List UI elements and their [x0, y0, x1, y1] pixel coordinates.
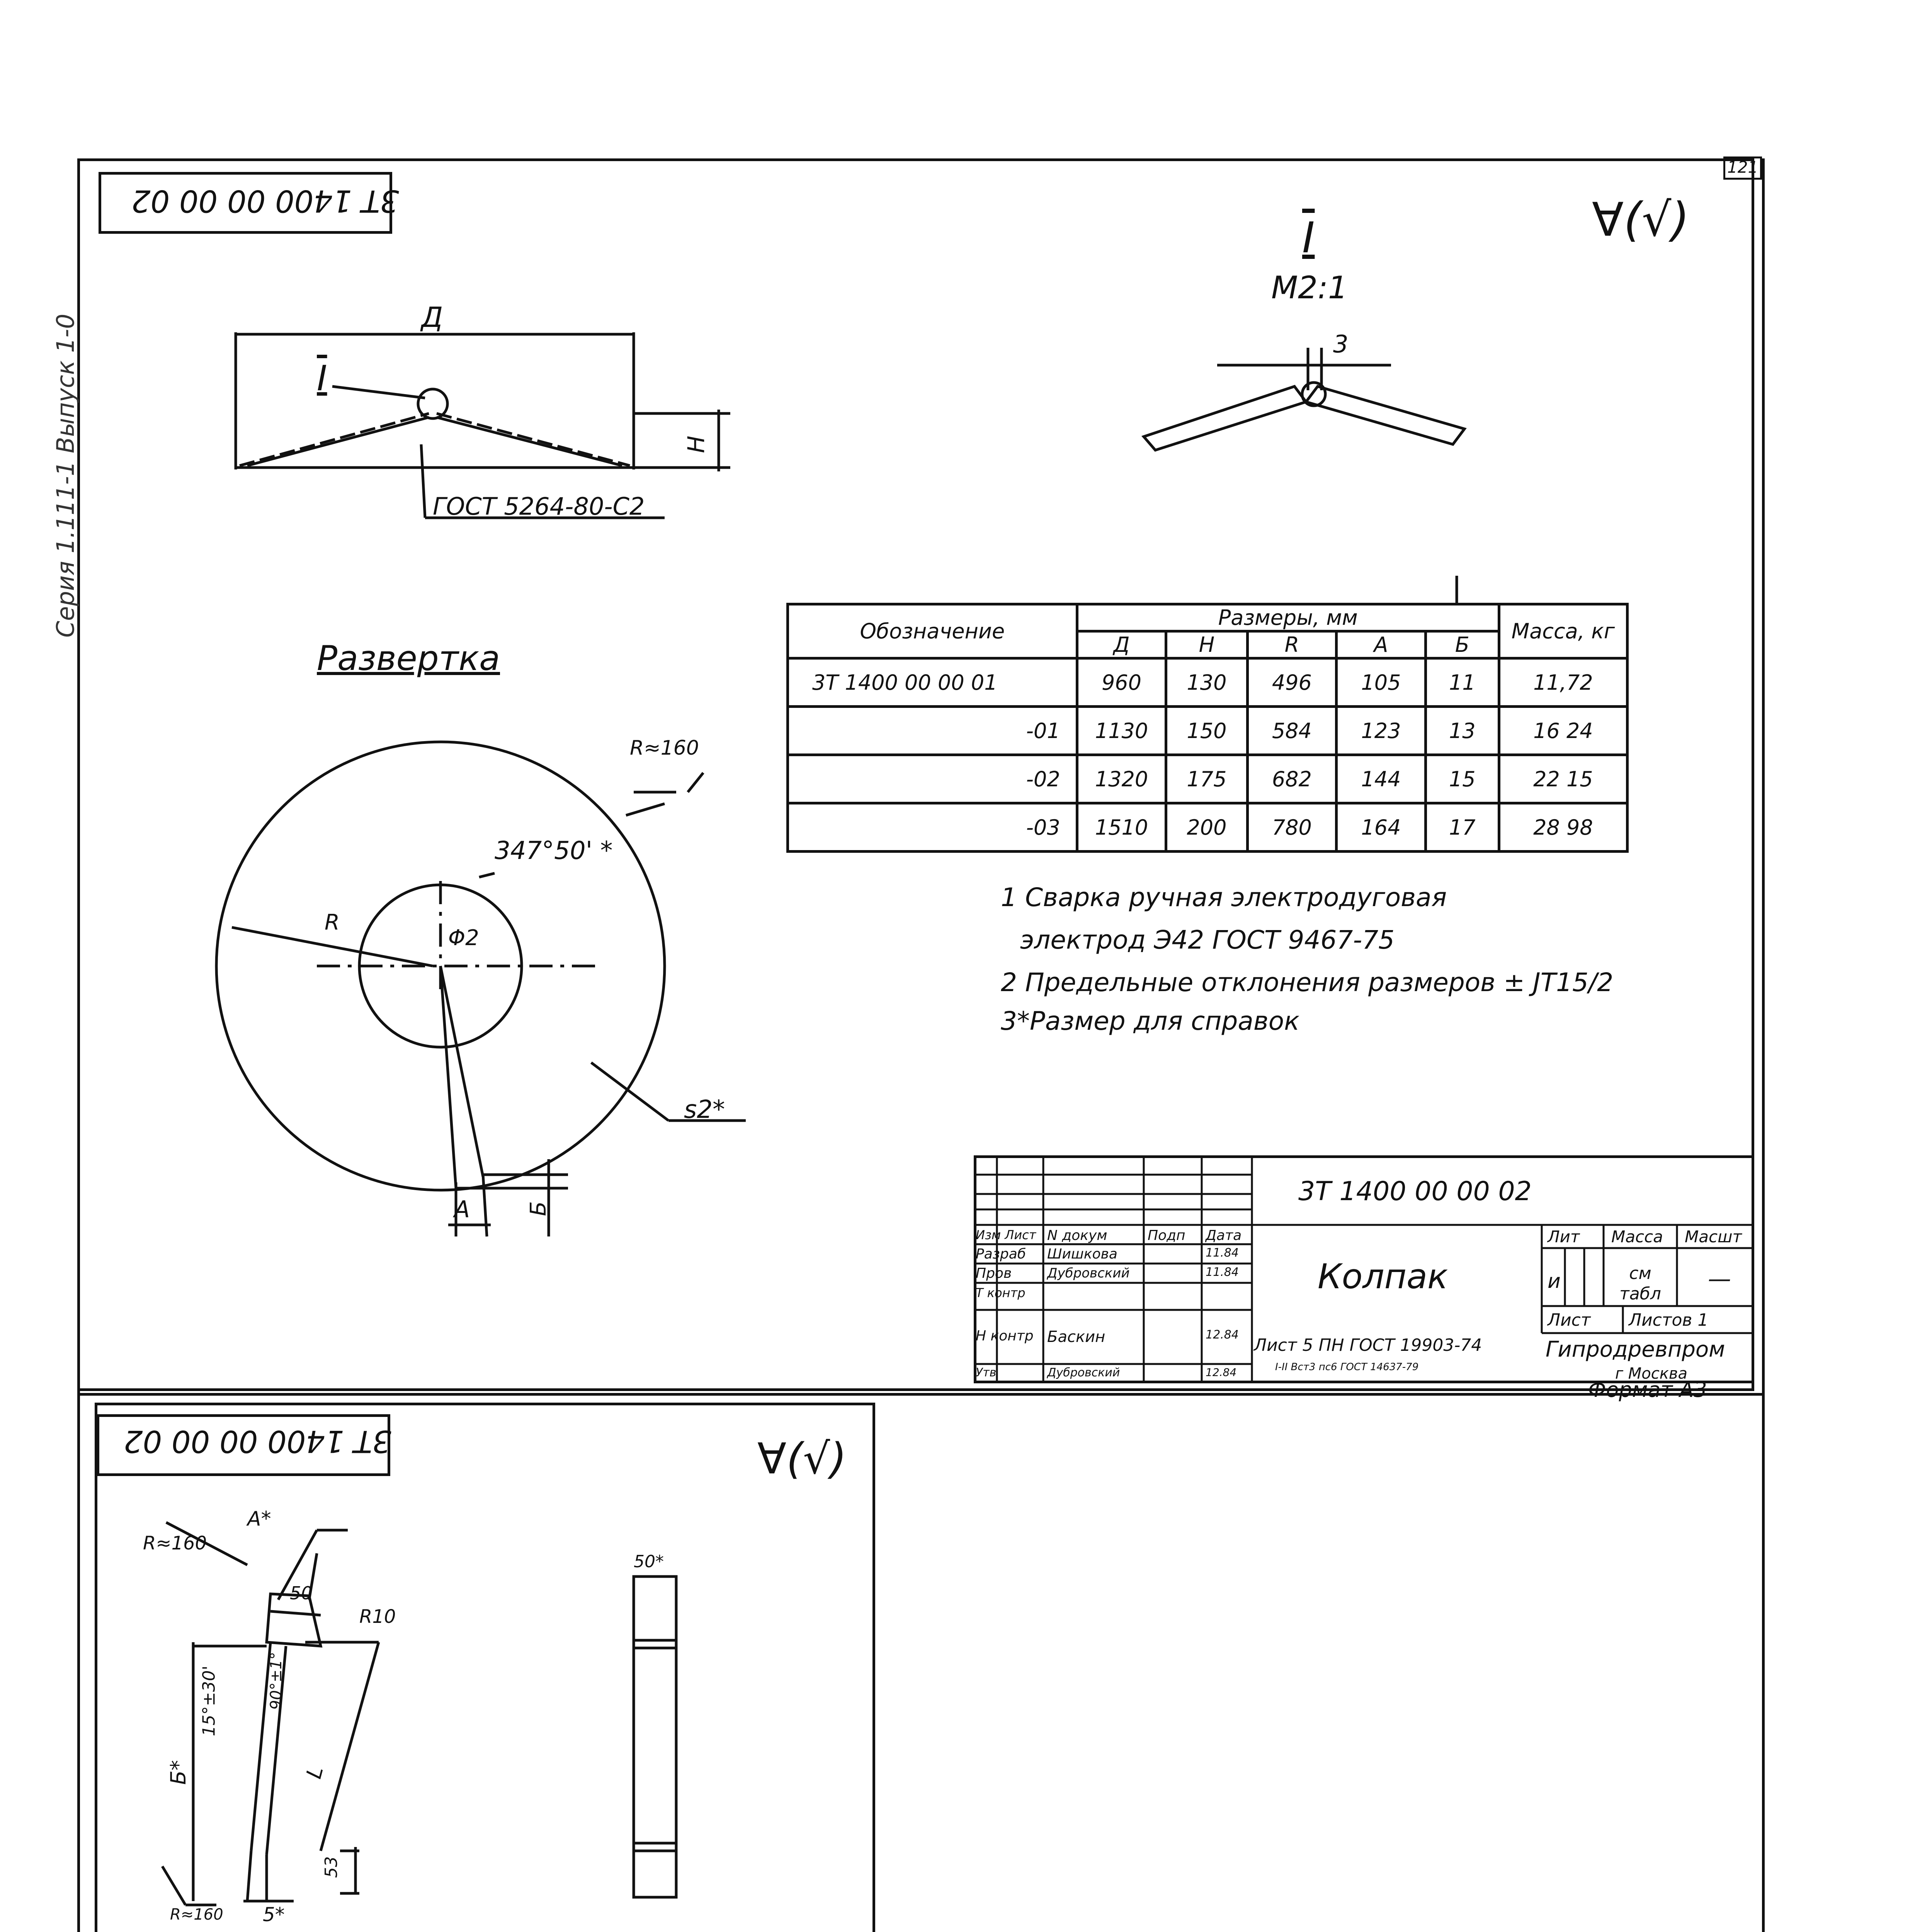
- cell-value: 200: [1166, 803, 1247, 852]
- table-row: [788, 707, 1628, 755]
- sheet2-r10: R10: [359, 1606, 396, 1628]
- page-number-top: 121: [1727, 158, 1759, 177]
- sheet2-r160-bottom: R≈160: [170, 1906, 223, 1923]
- sheet1-tb-name-2: Дубровский: [1047, 1265, 1130, 1281]
- sheet2-dim-50: 50: [290, 1583, 313, 1604]
- th-R: R: [1247, 631, 1337, 658]
- sheet1-tb-scale-h: Масшт: [1685, 1227, 1742, 1246]
- cell-mass: 22 15: [1499, 755, 1627, 803]
- cell-value: 496: [1247, 658, 1337, 707]
- sheet2-width-50: 50*: [634, 1552, 664, 1571]
- cell-value: 1320: [1077, 755, 1166, 803]
- dim-a-label: A: [454, 1196, 470, 1223]
- cell-mass: 28 98: [1499, 803, 1627, 852]
- sheet1-tb-code: 3T 1400 00 00 02: [1298, 1176, 1532, 1207]
- sheet2-b-star: Б*: [166, 1760, 191, 1785]
- sheet1-tb-org: Гипродревпром: [1546, 1337, 1725, 1362]
- outer-border-right: [1762, 158, 1765, 1932]
- razvertka-title: Развертка: [317, 638, 500, 678]
- th-mass: Масса, кг: [1499, 604, 1627, 658]
- sheet1-note-1: 1 Сварка ручная электродуговая: [1001, 883, 1447, 912]
- cell-mass: 11,72: [1499, 658, 1627, 707]
- table-row: [788, 755, 1628, 803]
- sheet2-a-star: A*: [247, 1507, 271, 1531]
- cell-value: 15: [1425, 755, 1499, 803]
- cell-value: 175: [1166, 755, 1247, 803]
- dim-H: Н: [683, 435, 710, 453]
- sheet1-tb-material2: I-II Вст3 пс6 ГОСТ 14637-79: [1275, 1361, 1419, 1373]
- cell-value: 11: [1425, 658, 1499, 707]
- sheet2-dim-5: 5*: [263, 1903, 285, 1926]
- sheet1-tb-sig-0: Подп: [1148, 1228, 1185, 1243]
- cell-value: 1130: [1077, 707, 1166, 755]
- sheet1-stamp-code: 3T 1400 00 00 02: [131, 183, 399, 218]
- sheet1-tb-sheets: Листов 1: [1629, 1310, 1709, 1330]
- sheet2-dim-53: 53: [321, 1856, 341, 1878]
- cell-value: 17: [1425, 803, 1499, 852]
- sheet1-tb-role-4: Н контр: [976, 1328, 1034, 1344]
- cell-value: 1510: [1077, 803, 1166, 852]
- detail-label-I: I: [1302, 213, 1315, 262]
- sheet1-tb-mass-h: Масса: [1611, 1227, 1663, 1246]
- cell-value: 13: [1425, 707, 1499, 755]
- sheet1-note-2: 2 Предельные отклонения размеров ± JT15/2: [1001, 968, 1614, 997]
- sheet2-l-label: L: [301, 1764, 328, 1781]
- cell-value: 144: [1337, 755, 1426, 803]
- sheet1-tb-name-0: N докум: [1047, 1228, 1107, 1243]
- sheet1-format: Формат А3: [1588, 1378, 1707, 1402]
- sheet1-tb-scale: —: [1708, 1265, 1731, 1293]
- sheet1-tb-date-0: Дата: [1206, 1228, 1242, 1243]
- sheet1-roughness-mark: ∀(√): [1592, 193, 1690, 247]
- sheet1-tb-material1: Лист 5 ПН ГОСТ 19903-74: [1254, 1335, 1482, 1355]
- sheet1-tb-date-2: 11.84: [1206, 1265, 1239, 1279]
- cell-designation: -01: [788, 707, 1077, 755]
- dim-b-label: Б: [526, 1201, 551, 1216]
- sheet2-r160-top: R≈160: [143, 1532, 207, 1554]
- sheet1-dimension-table: [786, 603, 1629, 853]
- sheet1-tb-city: г Москва: [1615, 1365, 1687, 1383]
- radius-label: R: [325, 910, 340, 935]
- detail-dim-3: 3: [1333, 330, 1349, 358]
- th-B: Б: [1425, 631, 1499, 658]
- sheet1-tb-role-5: Утв: [976, 1366, 997, 1379]
- sheet1-tb-date-1: 11.84: [1206, 1246, 1239, 1260]
- r160-note: R≈160: [630, 736, 699, 760]
- cell-value: 682: [1247, 755, 1337, 803]
- sheet2-angle-15: 15°±30': [199, 1665, 219, 1736]
- table-row: [788, 803, 1628, 852]
- cell-designation: -02: [788, 755, 1077, 803]
- sheet1-tb-date-5: 12.84: [1206, 1366, 1237, 1379]
- sheet1-tb-name-1: Шишкова: [1047, 1246, 1117, 1262]
- sheet2-roughness-mark: ∀(√): [757, 1434, 847, 1483]
- sheet1-tb-name-5: Дубровский: [1047, 1366, 1120, 1379]
- cell-value: 164: [1337, 803, 1426, 852]
- detail-scale: M2:1: [1271, 270, 1348, 306]
- sheet1-tb-role-0: Изм Лист: [976, 1228, 1036, 1242]
- thickness-note: s2*: [684, 1095, 725, 1124]
- cell-value: 584: [1247, 707, 1337, 755]
- th-A: A: [1337, 631, 1426, 658]
- dim-D: Д: [421, 301, 443, 333]
- th-H: Н: [1166, 631, 1247, 658]
- sheet1-tb-lit: и: [1548, 1270, 1561, 1293]
- th-dimensions: Размеры, мм: [1077, 604, 1499, 631]
- separator-line: [77, 1393, 1762, 1396]
- outer-border-left: [77, 1391, 80, 1932]
- sheet1-tb-role-2: Пров: [976, 1265, 1012, 1281]
- cell-value: 123: [1337, 707, 1426, 755]
- cell-value: 130: [1166, 658, 1247, 707]
- sheet2-stamp-code: 3T 1400 00 00 02: [124, 1423, 391, 1458]
- cell-designation: 3T 1400 00 00 01: [788, 658, 1077, 707]
- sheet1-tb-sheet: Лист: [1548, 1310, 1591, 1330]
- sheet1-tb-date-4: 12.84: [1206, 1328, 1239, 1342]
- sheet1-note-1b: электрод Э42 ГОСТ 9467-75: [1020, 925, 1395, 955]
- cell-value: 780: [1247, 803, 1337, 852]
- table-row: [788, 658, 1628, 707]
- cell-value: 105: [1337, 658, 1426, 707]
- cell-designation: -03: [788, 803, 1077, 852]
- sheet1-tb-lit-h: Лит: [1548, 1227, 1580, 1246]
- sheet1-tb-name: Колпак: [1318, 1257, 1448, 1296]
- callout-I: I: [317, 358, 327, 399]
- sheet1-tb-role-3: Т контр: [976, 1286, 1026, 1300]
- gost-weld-note: ГОСТ 5264-80-С2: [433, 492, 645, 520]
- sheet1-tb-name-4: Баскин: [1047, 1328, 1105, 1346]
- angle-note: 347°50' *: [495, 837, 613, 865]
- sheet1-tb-role-1: Разраб: [976, 1246, 1026, 1262]
- sheet1-tb-mass: см табл: [1619, 1264, 1661, 1304]
- hole-note: Φ2: [448, 925, 479, 951]
- th-designation: Обозначение: [788, 604, 1077, 658]
- cell-value: 150: [1166, 707, 1247, 755]
- cell-value: 960: [1077, 658, 1166, 707]
- series-side-label: Серия 1.111-1 Выпуск 1-0: [51, 313, 80, 638]
- sheet1-note-3: 3*Размер для справок: [1001, 1006, 1300, 1036]
- sheet2-angle-90: 90°±1°: [267, 1652, 285, 1710]
- cell-mass: 16 24: [1499, 707, 1627, 755]
- th-D: Д: [1077, 631, 1166, 658]
